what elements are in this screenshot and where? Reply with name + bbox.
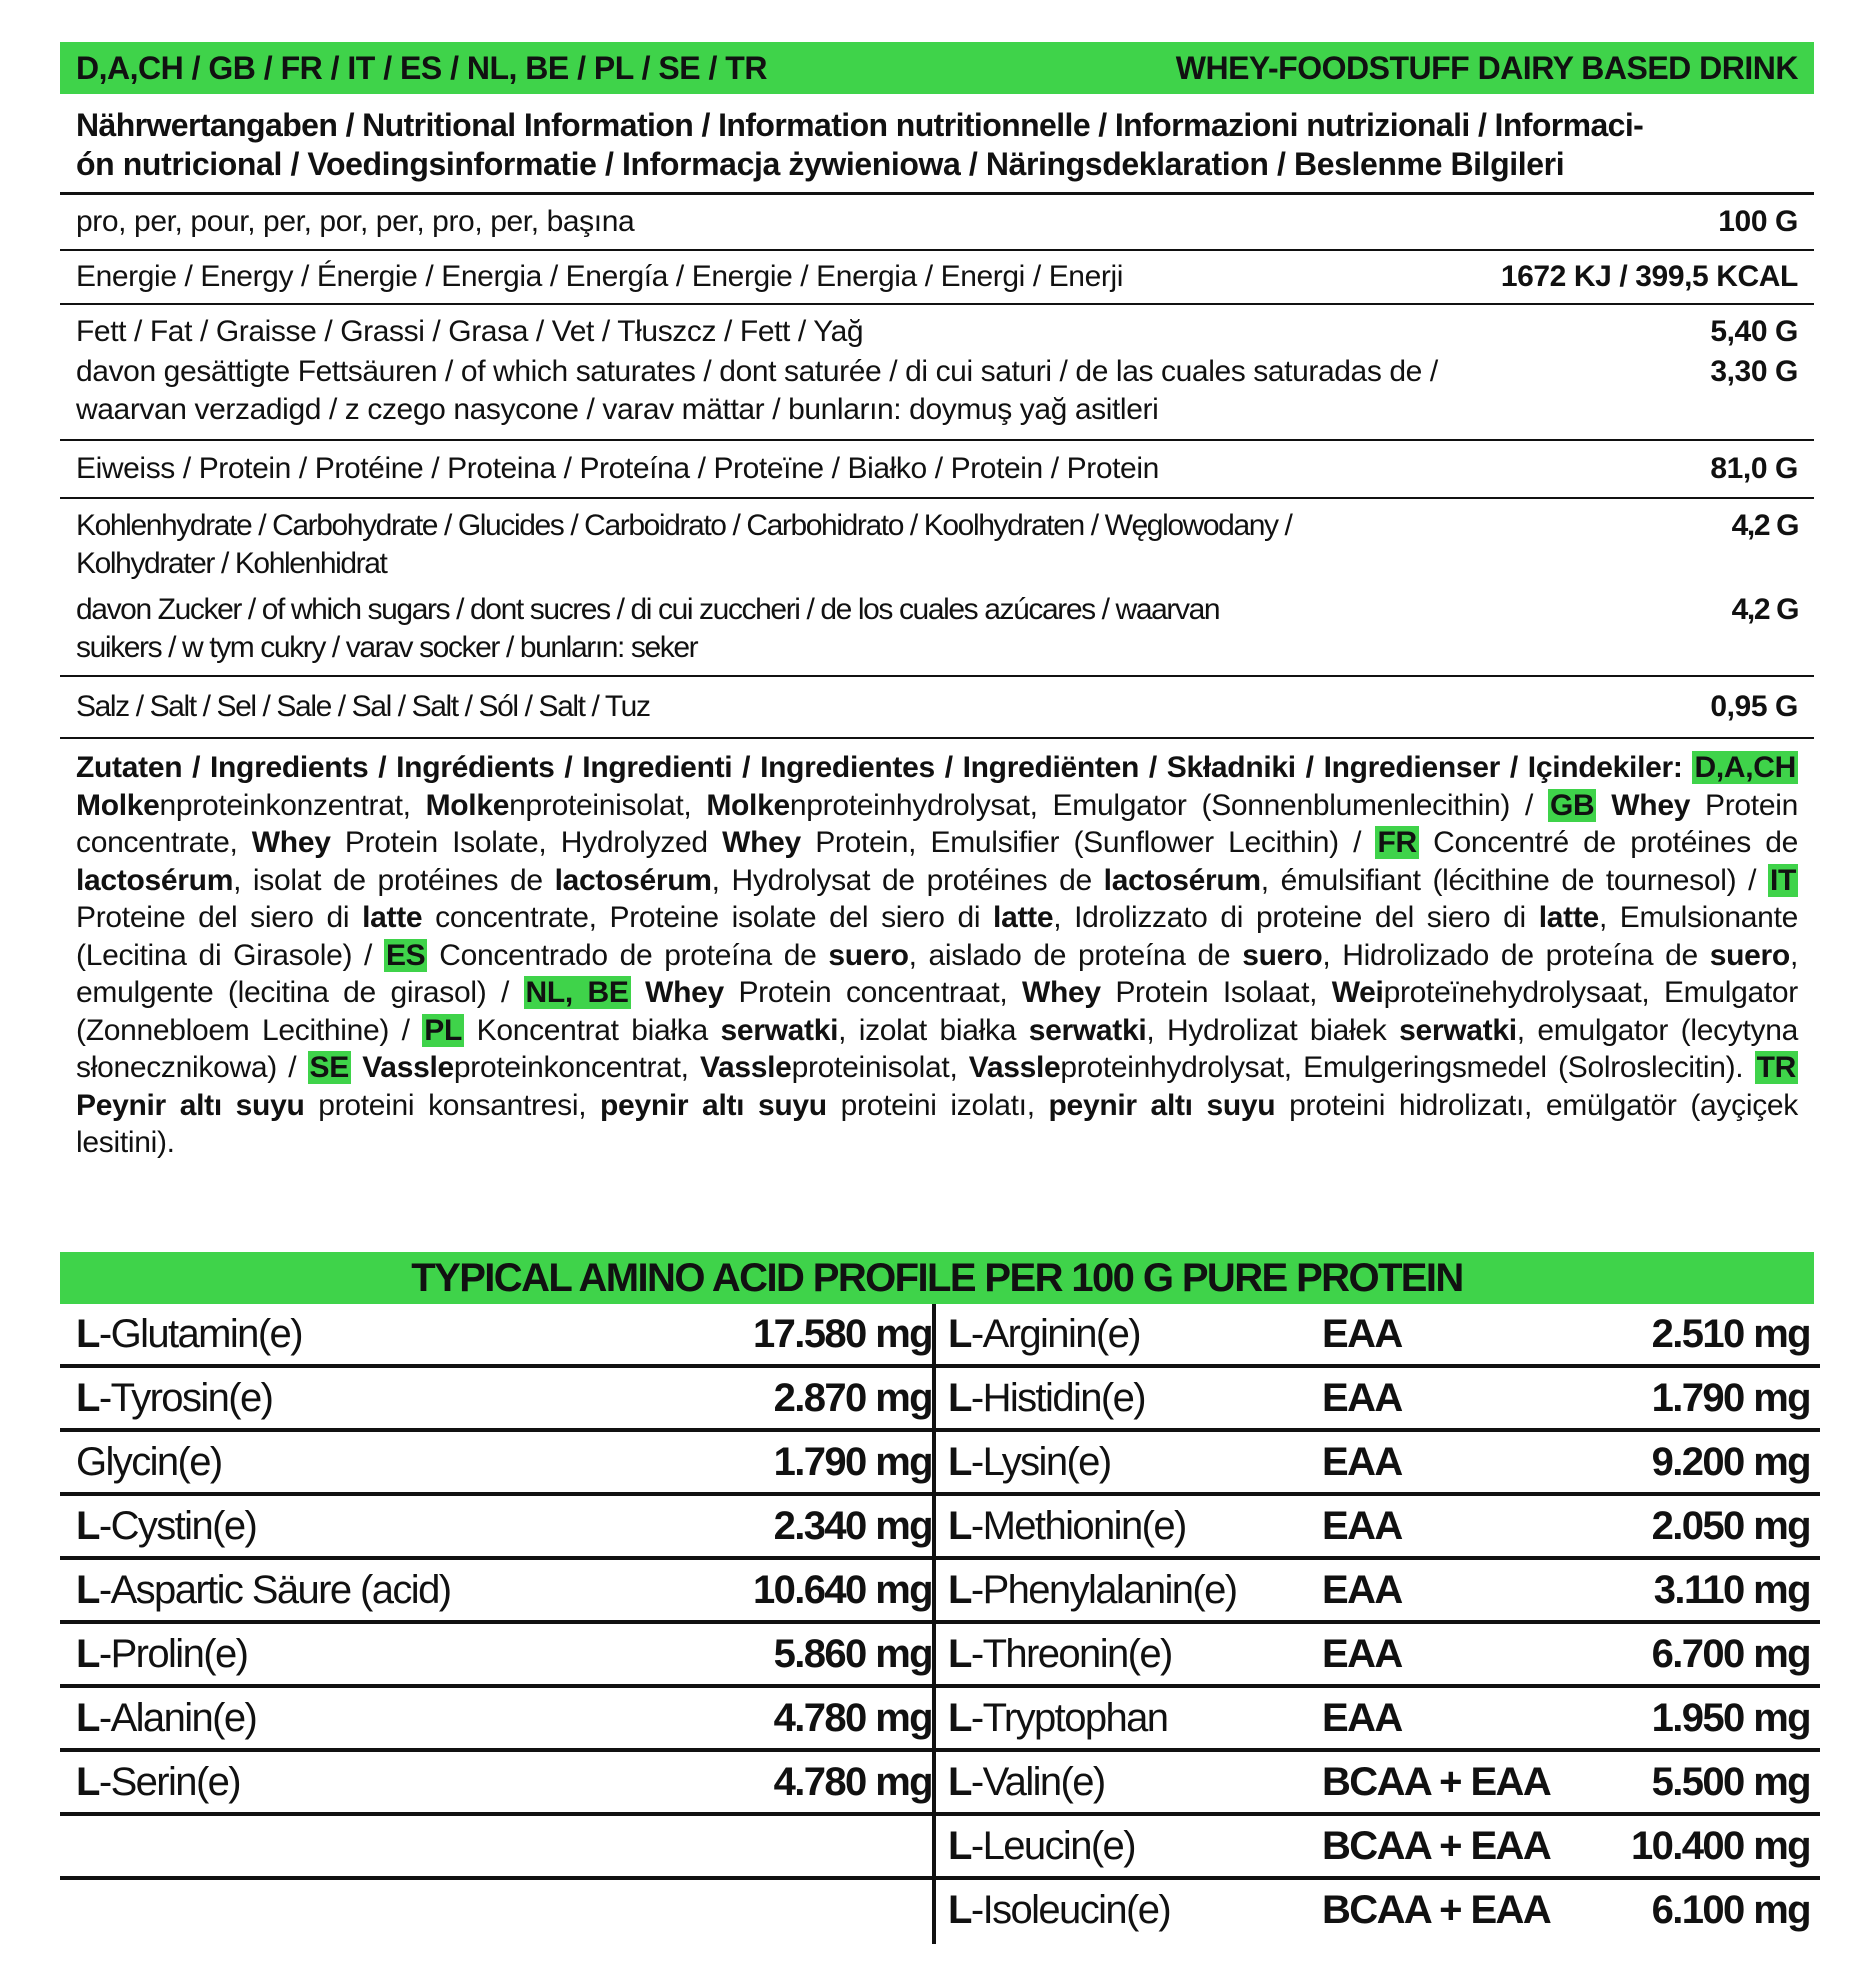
allergen-highlight: latte — [362, 901, 423, 934]
ingredient-text: , Hydrolysat de protéines de — [711, 863, 1104, 897]
amino-name — [948, 1304, 1140, 1364]
ingredient-text: Protein Isolaat, — [1100, 976, 1332, 1009]
amino-row — [60, 1496, 1820, 1560]
amino-type: EAA — [1322, 1631, 1402, 1676]
ingredient-text: , aislado de proteína de — [908, 938, 1243, 972]
amino-prefix: L — [948, 1503, 971, 1548]
allergen-highlight: Vassle — [362, 1051, 454, 1084]
amino-type: BCAA + EAA — [1322, 1887, 1551, 1932]
carbs-value: 4,2 G — [1731, 509, 1798, 542]
amino-value: 2.340 mg — [773, 1503, 932, 1548]
allergen-highlight: lactosérum — [76, 863, 234, 897]
allergen-highlight: suero — [828, 938, 909, 972]
amino-name — [948, 1624, 1172, 1684]
amino-name — [948, 1816, 1135, 1876]
amino-name — [948, 1368, 1145, 1428]
country-tag: D,A,CH — [1694, 751, 1796, 784]
country-header-bar — [60, 42, 1814, 94]
allergen-highlight: Molke — [706, 788, 790, 822]
country-tag: GB — [1549, 788, 1595, 822]
amino-row — [60, 1432, 1820, 1496]
ingredient-text: proteini konsantresi, — [304, 1088, 601, 1122]
ingredient-text: concentrate, Proteine isolate del siero di — [422, 901, 994, 934]
country-tag: IT — [1769, 863, 1796, 897]
allergen-highlight: lactosérum — [554, 863, 712, 897]
amino-row — [60, 1624, 1820, 1688]
amino-value: 6.100 mg — [1651, 1887, 1810, 1932]
ingredient-text — [1596, 789, 1611, 822]
amino-prefix: L — [948, 1631, 971, 1676]
amino-profile-title: TYPICAL AMINO ACID PROFILE PER 100 G PURE PROTEIN — [60, 1252, 1814, 1304]
allergen-highlight: Molke — [425, 788, 510, 822]
amino-name-text: -Prolin(e) — [98, 1631, 248, 1676]
amino-prefix: L — [948, 1695, 971, 1740]
allergen-highlight: suero — [1709, 938, 1790, 972]
amino-type: EAA — [1322, 1439, 1402, 1484]
amino-prefix: L — [76, 1375, 99, 1420]
salt-row — [60, 677, 1814, 739]
amino-name — [76, 1496, 256, 1556]
ingredient-text: , Emulsionante (Lecitina di Girasole) / — [76, 901, 1798, 972]
amino-value: 1.950 mg — [1651, 1695, 1810, 1740]
product-type: WHEY-FOODSTUFF DAIRY BASED DRINK — [1175, 49, 1798, 86]
amino-name — [76, 1752, 240, 1812]
amino-name — [76, 1624, 247, 1684]
ingredient-text: , isolat de protéines de — [233, 863, 555, 897]
energy-value: 1672 KJ / 399,5 KCAL — [1500, 260, 1798, 293]
amino-prefix: L — [76, 1311, 99, 1356]
amino-name-text: -Serin(e) — [98, 1759, 241, 1804]
amino-type: EAA — [1322, 1567, 1402, 1612]
allergen-highlight: peynir altı suyu — [1048, 1088, 1276, 1122]
ingredient-text: proteinkoncentrat, — [453, 1051, 700, 1084]
ingredient-text: proteini izolatı, — [826, 1088, 1049, 1122]
allergen-highlight: Whey — [1021, 976, 1101, 1009]
sugars-line1: davon Zucker / of which sugars / dont sucres / di cui zuccheri / de los cuales azúcares / waarvan — [76, 593, 1220, 626]
amino-name — [948, 1432, 1111, 1492]
amino-value: 2.870 mg — [773, 1375, 932, 1420]
amino-name-text: -Tyrosin(e) — [98, 1375, 273, 1420]
fat-label: Fett / Fat / Graisse / Grassi / Grasa / Vet / Tłuszcz / Fett / Yağ — [76, 315, 864, 348]
per-value: 100 G — [1718, 205, 1798, 238]
per-label: pro, per, pour, per, por, per, pro, per, başına — [76, 205, 635, 238]
ingredients-heading: Zutaten / Ingredients / Ingrédients / Ingredienti / Ingredientes / Ingrediënten / Składniki / Ingredienser / Içindekiler: — [76, 751, 1683, 784]
amino-value: 10.640 mg — [752, 1567, 932, 1612]
amino-name — [948, 1496, 1186, 1556]
amino-prefix: L — [948, 1567, 971, 1612]
ingredient-text — [351, 1051, 362, 1084]
allergen-highlight: Vassle — [699, 1051, 792, 1084]
amino-type: EAA — [1322, 1375, 1402, 1420]
ingredient-text: nproteinkonzentrat, — [159, 788, 426, 822]
saturates-line1: davon gesättigte Fettsäuren / of which saturates / dont saturée / di cui saturi / de las cuales saturadas de / — [76, 355, 1438, 388]
amino-name-text: -Cystin(e) — [98, 1503, 257, 1548]
ingredient-text: , émulsifiant (lécithine de tournesol) / — [1260, 863, 1768, 897]
amino-value: 2.510 mg — [1651, 1311, 1810, 1356]
protein-row — [60, 441, 1814, 499]
amino-name-text: -Methionin(e) — [970, 1503, 1186, 1548]
amino-name-text: -Isoleucin(e) — [970, 1887, 1171, 1932]
amino-value: 3.110 mg — [1653, 1567, 1810, 1612]
amino-name — [948, 1688, 1167, 1748]
country-codes: D,A,CH / GB / FR / IT / ES / NL, BE / PL / SE / TR — [76, 49, 767, 86]
amino-prefix: L — [76, 1631, 99, 1676]
amino-prefix: L — [948, 1375, 971, 1420]
country-tag: TR — [1756, 1051, 1796, 1084]
nutrition-title-line1: Nährwertangaben / Nutritional Information / Information nutritionnelle / Informazioni nutrizionali / Informaci- — [76, 107, 1644, 143]
ingredient-text: nproteinisolat, — [509, 788, 707, 822]
amino-name-text: -Arginin(e) — [970, 1311, 1140, 1356]
amino-prefix: L — [948, 1823, 971, 1868]
amino-row — [60, 1816, 1820, 1880]
sugars-line2: suikers / w tym cukry / varav socker / bunların: seker — [76, 631, 698, 664]
amino-value: 9.200 mg — [1651, 1439, 1810, 1484]
amino-prefix: L — [948, 1887, 971, 1932]
allergen-highlight: serwatki — [1028, 1013, 1147, 1047]
amino-value: 10.400 mg — [1630, 1823, 1810, 1868]
energy-label: Energie / Energy / Énergie / Energia / Energía / Energie / Energia / Energi / Enerji — [76, 260, 1124, 293]
ingredient-text: Protein concentrate, — [76, 788, 1798, 859]
amino-name — [76, 1688, 256, 1748]
carbs-row — [60, 499, 1814, 677]
energy-row — [60, 251, 1814, 305]
amino-value: 4.780 mg — [773, 1759, 932, 1804]
per-row — [60, 195, 1814, 251]
protein-value: 81,0 G — [1710, 452, 1798, 485]
ingredients-body — [76, 751, 1798, 1159]
salt-label: Salz / Salt / Sel / Sale / Sal / Salt / Sól / Salt / Tuz — [76, 690, 650, 723]
ingredient-text: Koncentrat białka — [464, 1013, 721, 1047]
country-tag: FR — [1377, 826, 1417, 859]
amino-name — [76, 1560, 450, 1620]
allergen-highlight: peynir altı suyu — [600, 1088, 827, 1122]
amino-row — [60, 1304, 1820, 1368]
amino-name — [76, 1368, 272, 1428]
ingredient-text: nproteinhydrolysat, Emulgator (Sonnenblumenlecithin) / — [789, 788, 1548, 822]
ingredient-text — [631, 976, 646, 1009]
ingredient-text: , Idrolizzato di proteine del siero di — [1053, 901, 1539, 934]
ingredient-text: Protein, Emulsifier (Sunflower Lecithin) / — [800, 826, 1376, 859]
amino-name-text: Glycin(e) — [76, 1439, 222, 1484]
amino-prefix: L — [76, 1759, 99, 1804]
allergen-highlight: Whey — [645, 976, 724, 1009]
amino-name-text: -Tryptophan — [970, 1695, 1168, 1740]
country-tag: NL, BE — [525, 976, 629, 1009]
nutrition-title-line2: ón nutricional / Voedingsinformatie / Informacja żywieniowa / Näringsdeklaration / Beslenme Bilgileri — [76, 146, 1565, 182]
allergen-highlight: Molke — [76, 788, 160, 822]
carbs-line1: Kohlenhydrate / Carbohydrate / Glucides / Carboidrato / Carbohidrato / Koolhydraten / Węglowodany / — [76, 509, 1292, 542]
amino-name — [948, 1880, 1170, 1940]
amino-name — [76, 1304, 302, 1364]
amino-prefix: L — [76, 1503, 99, 1548]
allergen-highlight: serwatki — [1399, 1013, 1517, 1047]
ingredient-text: proteïnehydrolysaat, Emulgator (Zonnebloem Lecithine) / — [76, 976, 1798, 1047]
amino-prefix: L — [948, 1759, 971, 1804]
amino-name-text: -Lysin(e) — [970, 1439, 1111, 1484]
amino-name — [76, 1432, 222, 1492]
amino-name — [948, 1752, 1105, 1812]
amino-name-text: -Threonin(e) — [970, 1631, 1172, 1676]
fat-row — [60, 305, 1814, 441]
amino-value: 1.790 mg — [1651, 1375, 1810, 1420]
allergen-highlight: Whey — [1611, 788, 1691, 822]
amino-type: EAA — [1322, 1311, 1402, 1356]
amino-prefix: L — [76, 1695, 99, 1740]
amino-row — [60, 1688, 1820, 1752]
allergen-highlight: latte — [993, 901, 1054, 934]
saturates-value: 3,30 G — [1710, 355, 1798, 388]
saturates-label — [76, 353, 1438, 429]
amino-prefix: L — [76, 1567, 99, 1612]
amino-name-text: -Glutamin(e) — [98, 1311, 302, 1356]
amino-name-text: -Alanin(e) — [98, 1695, 257, 1740]
ingredient-text: proteinisolat, — [791, 1051, 969, 1084]
amino-value: 5.860 mg — [773, 1631, 932, 1676]
amino-type: BCAA + EAA — [1322, 1759, 1551, 1804]
ingredient-text: , Hidrolizado de proteína de — [1322, 938, 1710, 972]
country-tag: ES — [385, 938, 426, 972]
protein-label: Eiweiss / Protein / Protéine / Proteina / Proteína / Proteïne / Białko / Protein / Protein — [76, 452, 1159, 485]
amino-name-text: -Aspartic Säure (acid) — [98, 1567, 451, 1612]
ingredient-text: Concentrado de proteína de — [427, 938, 829, 972]
ingredient-text: , izolat białka — [838, 1013, 1029, 1047]
amino-value: 2.050 mg — [1651, 1503, 1810, 1548]
allergen-highlight: serwatki — [720, 1013, 839, 1047]
nutrition-title — [60, 94, 1814, 195]
ingredients-text — [60, 739, 1814, 1162]
amino-row — [60, 1368, 1820, 1432]
amino-prefix: L — [948, 1311, 971, 1356]
amino-name-text: -Phenylalanin(e) — [970, 1567, 1237, 1612]
allergen-highlight: Wei — [1331, 976, 1384, 1009]
amino-row — [60, 1880, 1820, 1944]
amino-name-text: -Valin(e) — [970, 1759, 1105, 1804]
ingredient-text: Protein Isolate, Hydrolyzed — [330, 826, 723, 859]
nutrition-label — [60, 42, 1814, 1932]
amino-type: EAA — [1322, 1503, 1402, 1548]
carbs-line2: Kolhydrater / Kohlenhidrat — [76, 547, 387, 580]
allergen-highlight: Whey — [722, 826, 801, 859]
amino-value: 5.500 mg — [1651, 1759, 1810, 1804]
amino-prefix: L — [948, 1439, 971, 1484]
amino-value: 17.580 mg — [752, 1311, 932, 1356]
amino-type: EAA — [1322, 1695, 1402, 1740]
amino-value: 6.700 mg — [1651, 1631, 1810, 1676]
ingredient-text: proteinhydrolysat, Emulgeringsmedel (Solroslecitin). — [1060, 1051, 1755, 1084]
saturates-line2: waarvan verzadigd / z czego nasycone / varav mättar / bunların: doymuş yağ asitleri — [76, 393, 1159, 426]
ingredient-text: Concentré de protéines de — [1418, 826, 1798, 859]
carbs-label — [76, 507, 1292, 583]
country-tag: PL — [424, 1013, 463, 1047]
allergen-highlight: Whey — [251, 826, 331, 859]
allergen-highlight: Vassle — [968, 1051, 1061, 1084]
ingredient-text: , emulgente (lecitina de girasol) / — [76, 938, 1798, 1009]
amino-name-text: -Histidin(e) — [970, 1375, 1146, 1420]
ingredient-text: Protein concentraat, — [723, 976, 1022, 1009]
amino-name-text: -Leucin(e) — [970, 1823, 1135, 1868]
amino-name — [948, 1560, 1237, 1620]
allergen-highlight: Peynir altı suyu — [76, 1088, 305, 1122]
ingredient-text: , Hydrolizat białek — [1146, 1013, 1400, 1047]
amino-value: 1.790 mg — [773, 1439, 932, 1484]
sugars-label — [76, 591, 1219, 667]
ingredient-text: , emulgator (lecytyna słonecznikowa) / — [76, 1013, 1798, 1084]
amino-row — [60, 1752, 1820, 1816]
sugars-value: 4,2 G — [1731, 593, 1798, 626]
amino-type: BCAA + EAA — [1322, 1823, 1551, 1868]
amino-row — [60, 1560, 1820, 1624]
allergen-highlight: suero — [1242, 938, 1323, 972]
ingredient-text: proteini hidrolizatı, emülgatör (ayçiçek lesitini). — [76, 1088, 1798, 1159]
allergen-highlight: lactosérum — [1103, 863, 1261, 897]
ingredient-text: Proteine del siero di — [76, 901, 363, 934]
country-tag: SE — [309, 1051, 349, 1084]
allergen-highlight: latte — [1538, 901, 1599, 934]
salt-value: 0,95 G — [1710, 690, 1798, 723]
amino-value: 4.780 mg — [773, 1695, 932, 1740]
fat-value: 5,40 G — [1710, 315, 1798, 348]
